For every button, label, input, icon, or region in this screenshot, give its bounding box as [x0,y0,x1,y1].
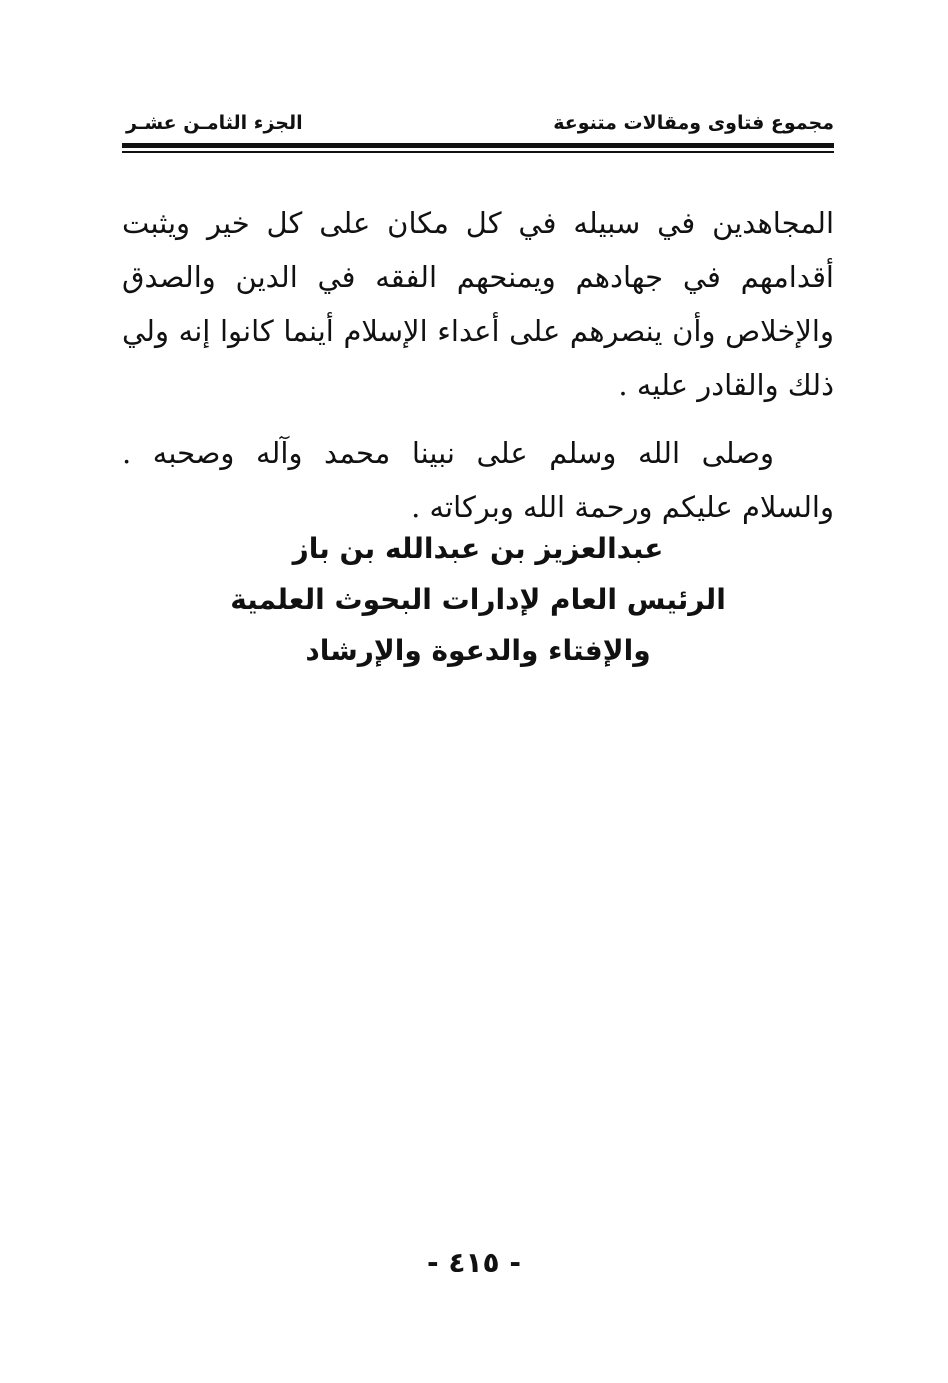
header-rule-thick [122,143,834,148]
book-title: مجموع فتاوى ومقالات متنوعة [553,112,834,134]
header-rule-thin [122,151,834,153]
running-header [122,104,834,144]
body-text [122,196,834,534]
signature-name: عبدالعزيز بن عبدالله بن باز [292,532,664,565]
signature-block [122,523,834,676]
paragraph-continuation: المجاهدين في سبيله في كل مكان على كل خير ويثبت أقدامهم في جهادهم ويمنحهم الفقه في الدين والصدق والإخلاص وأن ينصرهم على أعداء الإسلام أينما كانوا إنه ولي ذلك والقادر عليه . [122,206,834,402]
volume-label: الجزء الثامـن عشـر [126,112,303,134]
signature-title-line-2: والإفتاء والدعوة والإرشاد [305,634,651,667]
page-number: - ٤١٥ - [426,1246,522,1279]
paragraph-closing-greeting: وصلى الله وسلم على نبينا محمد وآله وصحبه . والسلام عليكم ورحمة الله وبركاته . [122,436,834,524]
signature-title-line-1: الرئيس العام لإدارات البحوث العلمية [230,583,726,616]
